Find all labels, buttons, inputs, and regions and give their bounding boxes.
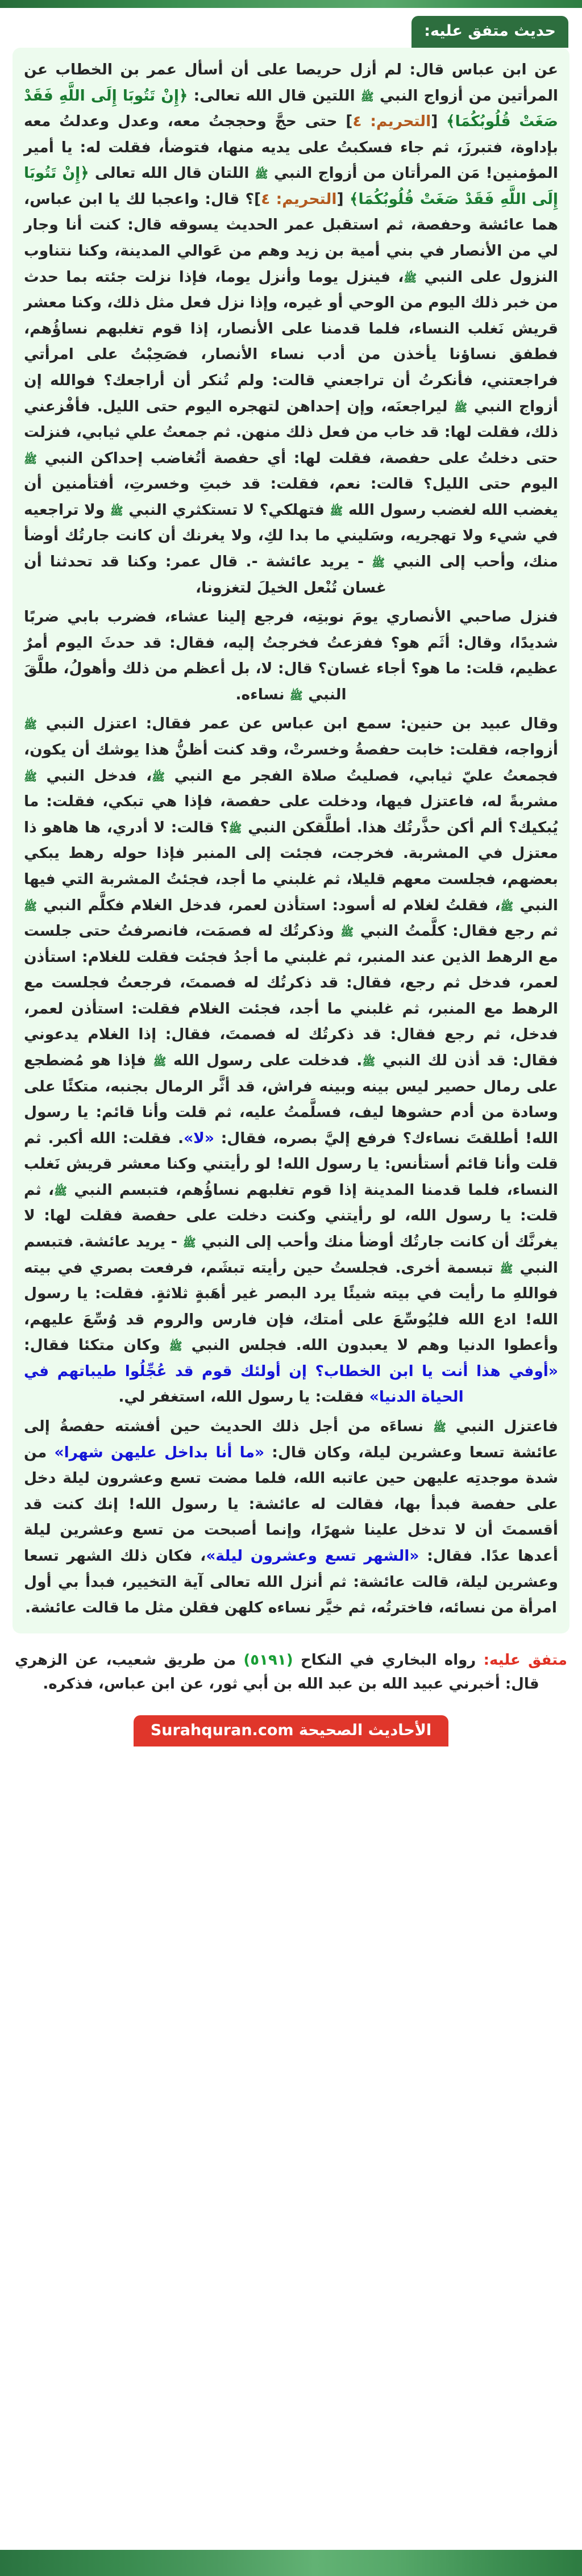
- bottom-decorative-bar: [0, 2550, 582, 2576]
- pbuh-icon: ﷺ: [110, 505, 123, 518]
- body-text: نساءَه من أجل ذلك الحديث حين أفشته حفصةُ إلى عائشة تسعا وعشرين ليلة، وكان قال:: [24, 1418, 558, 1461]
- body-text: - يريد عائشة -. قال عمر: وكنا قد تحدثنا أن غسان تُنْعل الخيلَ لتغزونا،: [24, 552, 386, 597]
- prophet-saying: «أوفي هذا أنت يا ابن الخطاب؟ إن أولئك قوم قد عُجِّلُوا طيباتهم في الحياة الدنيا»: [24, 1362, 558, 1406]
- hadith-paragraph: [24, 711, 558, 1410]
- pbuh-icon: ﷺ: [372, 556, 385, 569]
- pbuh-icon: ﷺ: [289, 689, 303, 702]
- body-text: اللتين قال الله تعالى:: [188, 86, 361, 105]
- page-title-badge: حديث متفق عليه:: [411, 16, 568, 48]
- surah-reference: التحريم: ٤: [261, 190, 337, 208]
- body-text: ]؟ قال: واعجبا لك يا ابن عباس، هما عائشة وحفصة، ثم استقبل عمر الحديث يسوقه قال: كنت أنا وجار لي من الأنصار في بني أمية بن زيد وهم من عَوالي المدينة، وكنا نتناوب النزول على النبي: [24, 190, 558, 286]
- body-text: تبسمة أخرى. فجلستُ حين رأيته تبشَم، فرفعت بصري في بيته فواللهِ ما رأيت في بيته شيئًا يرد البصر غير أهَبةٍ ثلاثةٍ. فقلت: يا رسول الله! ادع الله فليُوسِّعَ على أمتك، فإن فارس والروم قد وُسِّعَ عليهم، وأعطوا الدنيا وهم لا يعبدون الله. فجلس النبي: [24, 1258, 558, 1354]
- body-text: - يريد عائشة. فتبسم النبي: [24, 1233, 558, 1277]
- pbuh-icon: ﷺ: [500, 900, 514, 913]
- body-text: ، فقلتُ لغلام له أسود: استأذن لعمر، فدخل الغلام فكلَّم النبي: [37, 896, 501, 914]
- body-text: ليراجعنَه، وإن إحداهن لتهجره اليوم حتى الليل. فأفْزعني ذلك، فقلت لها: قد خاب من فعل ذلك منهن. ثم جمعتُ علي ثيابي، فنزلت حتى دخلتُ على حفصة، فقلت لها: أي حفصة أتُغاضب إحداكن النبي: [24, 397, 558, 467]
- pbuh-icon: ﷺ: [255, 168, 268, 181]
- pbuh-icon: ﷺ: [54, 1185, 68, 1198]
- body-text: [: [336, 190, 350, 208]
- hadith-paragraph: [24, 604, 558, 707]
- pbuh-icon: ﷺ: [362, 1055, 376, 1068]
- pbuh-icon: ﷺ: [433, 1422, 447, 1435]
- body-text: ؟ قالت: لا أدري، ها هاهو ذا معتزل في المشربة. فخرجت، فجئت إلى المنبر فإذا حوله رهط يبكي بعضهم، فجلست معهم قليلا، ثم غلبني ما أجد، فجئتُ المشربة التي فيها النبي: [24, 818, 558, 914]
- pbuh-icon: ﷺ: [404, 272, 417, 285]
- takhrij-source-text: رواه البخاري في النكاح: [293, 1651, 484, 1669]
- body-text: [: [431, 112, 447, 131]
- pbuh-icon: ﷺ: [228, 822, 242, 835]
- site-badge-domain: Surahquran.com: [150, 1721, 294, 1739]
- body-text: نساءه.: [235, 685, 290, 703]
- body-text: ] حتى حجَّ وحججتُ معه، وعدل وعدلتُ معه بإداوة، فتبرزَ، ثم جاء فسكبتُ على يديه منها، فتوضأ، فقلت له: يا أمير المؤمنين! مَن المرأتان من أزواج النبي: [24, 112, 558, 182]
- body-text: مشربةً له، فاعتزل فيها، ودخلت على حفصة، فإذا هي تبكي، فقلت: ما يُبكيك؟ ألم أكن حذَّرتُك هذا. أطلَّقكن النبي: [24, 793, 558, 836]
- body-text: فاعتزل النبي: [446, 1418, 558, 1436]
- body-text: وذكرتُك له فصمَت، فانصرفتُ حتى جلست مع الرهط الذين عند المنبر، ثم غلبني ما أجدُ فجئت فقلت للغلام: استأذن لعمر، فدخل ثم رجع، فقال: قد ذكرتُك له فصمتَ، فرجعتُ فجلست مع الرهط مع المنبر، ثم غلبني ما أجد، فجئت الغلام فقلت: استأذن لعمر، فدخل، ثم رجع فقال: قد ذكرتُك له فصمتَ، فقال: إذا الغلام يدعوني فقال: قد أذن لك النبي: [24, 922, 558, 1069]
- body-text: ، ثم قلت: يا رسول الله، لو رأيتني وكنت دخلت على حفصة فقلت لها: لا يغرنَّك أن كانت جارتُك أوضأ منك وأحب إلى النبي: [24, 1181, 558, 1251]
- body-text: فنزل صاحبي الأنصاري يومَ نوبتِه، فرجع إلينا عشاء، فضرب بابي ضربًا شديدًا، وقال: أثَم هو؟ ففزعتُ فخرجتُ إليه، فقال: قد حدثَ اليوم أمرٌ عظيم، قلت: ما هو؟ أجاء غسان؟ قال: لا، بل أعظم من ذلك وأهولُ، طلَّقَ النبي: [24, 608, 558, 703]
- pbuh-icon: ﷺ: [182, 1237, 196, 1250]
- body-text: ، فينزل يوما وأنزل يوما، فإذا نزلت جئته بما حدث من خبر ذلك اليوم من الوحي أو غيره، وإذا نزل فعل مثل ذلك، وكنا معشر قريش نَغلب النساء، فلما قدمنا على الأنصار، إذا قوم تغلبهم نساؤُهم، فطفق نساؤنا يأخذن من أدب نساء الأنصار، فصَحِبْتُ على امرأتي فراجعتني، فأنكرتُ أن تراجعني قالت: ولم تُنكر أن أراجعك؟ فوالله إن أزواج النبي: [24, 268, 558, 415]
- pbuh-icon: ﷺ: [24, 900, 38, 913]
- body-text: فإذا هو مُضطجع على رمال حصير ليس بينه وبينه فراش، قد أثَّر الرمال بجنبه، متكئًا على وسادة من أدم حشوها ليف، فسلَّمتُ عليه، ثم قلت وأنا قائم: يا رسول الله! أطلقتَ نساءك؟ فرفع إليَّ بصره، فقال:: [24, 1051, 558, 1147]
- hadith-paragraph: [24, 57, 558, 601]
- pbuh-icon: ﷺ: [454, 401, 468, 414]
- takhrij-label: متفق عليه:: [483, 1651, 567, 1669]
- pbuh-icon: ﷺ: [153, 1055, 167, 1068]
- hadith-card: [13, 48, 569, 1633]
- pbuh-icon: ﷺ: [24, 719, 38, 732]
- body-text: ، فدخل النبي: [37, 766, 152, 785]
- pbuh-icon: ﷺ: [152, 770, 165, 783]
- takhrij-chain-text: من طريق شعيب، عن الزهري قال: أخبرني عبيد الله بن عبد الله بن أبي ثور، عن ابن عباس، فذكره.: [15, 1651, 539, 1693]
- site-badge-row: [0, 1715, 582, 1746]
- site-badge[interactable]: [134, 1715, 448, 1746]
- takhrij-attribution: [15, 1648, 567, 1696]
- body-text: فقلت: يا رسول الله، استغفر لي.: [118, 1388, 369, 1406]
- body-text: اللتان قال الله تعالى: [89, 164, 255, 182]
- body-text: فتهلكي؟ لا تستكثري النبي: [123, 501, 330, 519]
- prophet-saying: «ما أنا بداخل عليهن شهرا»: [54, 1443, 265, 1461]
- body-text: أزواجه، فقلت: خابت حفصةُ وخسرتْ، وقد كنت أظنُّ هذا يوشك أن يكون، فجمعتُ عليّ ثيابي، فصليتُ صلاة الفجر مع النبي: [24, 741, 559, 785]
- pbuh-icon: ﷺ: [169, 1340, 182, 1353]
- prophet-saying: «الشهر تسع وعشرون ليلة»: [206, 1547, 419, 1565]
- site-badge-arabic-label: الأحاديث الصحيحة: [298, 1721, 432, 1739]
- top-decorative-bar: [0, 0, 582, 8]
- body-text: عن ابن عباس قال: لم أزل حريصا على أن أسأل عمر بن الخطاب عن المرأتين من أزواج النبي: [24, 61, 558, 105]
- body-text: . فقلت: الله أكبر. ثم قلت وأنا قائم أستأنس: يا رسول الله! لو رأيتني وكنا معشر قريش نَغلب النساء، فلما قدمنا المدينة إذا قوم تغلبهم نساؤُهم، فتبسم النبي: [24, 1129, 558, 1199]
- header-row: [0, 8, 582, 48]
- pbuh-icon: ﷺ: [360, 90, 374, 103]
- pbuh-icon: ﷺ: [24, 770, 38, 783]
- body-text: وقال عبيد بن حنين: سمع ابن عباس عن عمر فقال: اعتزل النبي: [37, 715, 558, 733]
- surah-reference: التحريم: ٤: [352, 112, 431, 131]
- body-text: من شدة موجدتِه عليهن حين عاتبه الله، فلما مضت تسع وعشرون ليلة دخل على حفصة فبدأ بها، فقالت له عائشة: يا رسول الله! إنك كنت قد أقسمتَ أن لا تدخل علينا شهرًا، وإنما أصبحت من تسع وعشرين ليلة أعدها عدًا. فقال:: [24, 1443, 558, 1565]
- body-text: . فدخلت على رسول الله: [166, 1051, 363, 1069]
- body-text: ثم رجع فقال: كلَّمتُ النبي: [354, 922, 559, 940]
- prophet-saying: «لا»: [184, 1129, 215, 1147]
- quran-verse: ﴿إِنْ تَتُوبَا إِلَى اللَّهِ فَقَدْ صَغَتْ قُلُوبُكُمَا﴾: [24, 164, 558, 208]
- body-text: اليوم حتى الليل؟ قالت: نعم، فقلت: قد خبتِ وخسرتِ، أفتأمنين أن يغضب الله لغضب رسول الله: [24, 475, 558, 519]
- quran-verse: ﴿إِنْ تَتُوبَا إِلَى اللَّهِ فَقَدْ صَغَتْ قُلُوبُكُمَا﴾: [24, 86, 558, 131]
- body-text: ولا تراجعيه في شيء ولا تهجريه، وسَليني ما بدا لكِ، ولا يغرنك أن كانت جارتُك أوضأ منك، وأحب إلى النبي: [24, 501, 559, 570]
- body-text: وكان متكئا فقال:: [24, 1336, 169, 1354]
- hadith-number: (٥١٩١): [243, 1651, 293, 1669]
- hadith-paragraph: [24, 1414, 558, 1621]
- pbuh-icon: ﷺ: [330, 505, 343, 518]
- pbuh-icon: ﷺ: [500, 1262, 513, 1276]
- pbuh-icon: ﷺ: [24, 453, 38, 466]
- body-text: ، فكان ذلك الشهر تسعا وعشرين ليلة، قالت عائشة: ثم أنزل الله تعالى آية التخيير، فبدأ بي أول امرأة من نسائه، فاخترتُه، ثم خيَّر نساءه كلهن فقلن مثل ما قالت عائشة.: [24, 1547, 558, 1617]
- pbuh-icon: ﷺ: [340, 926, 354, 939]
